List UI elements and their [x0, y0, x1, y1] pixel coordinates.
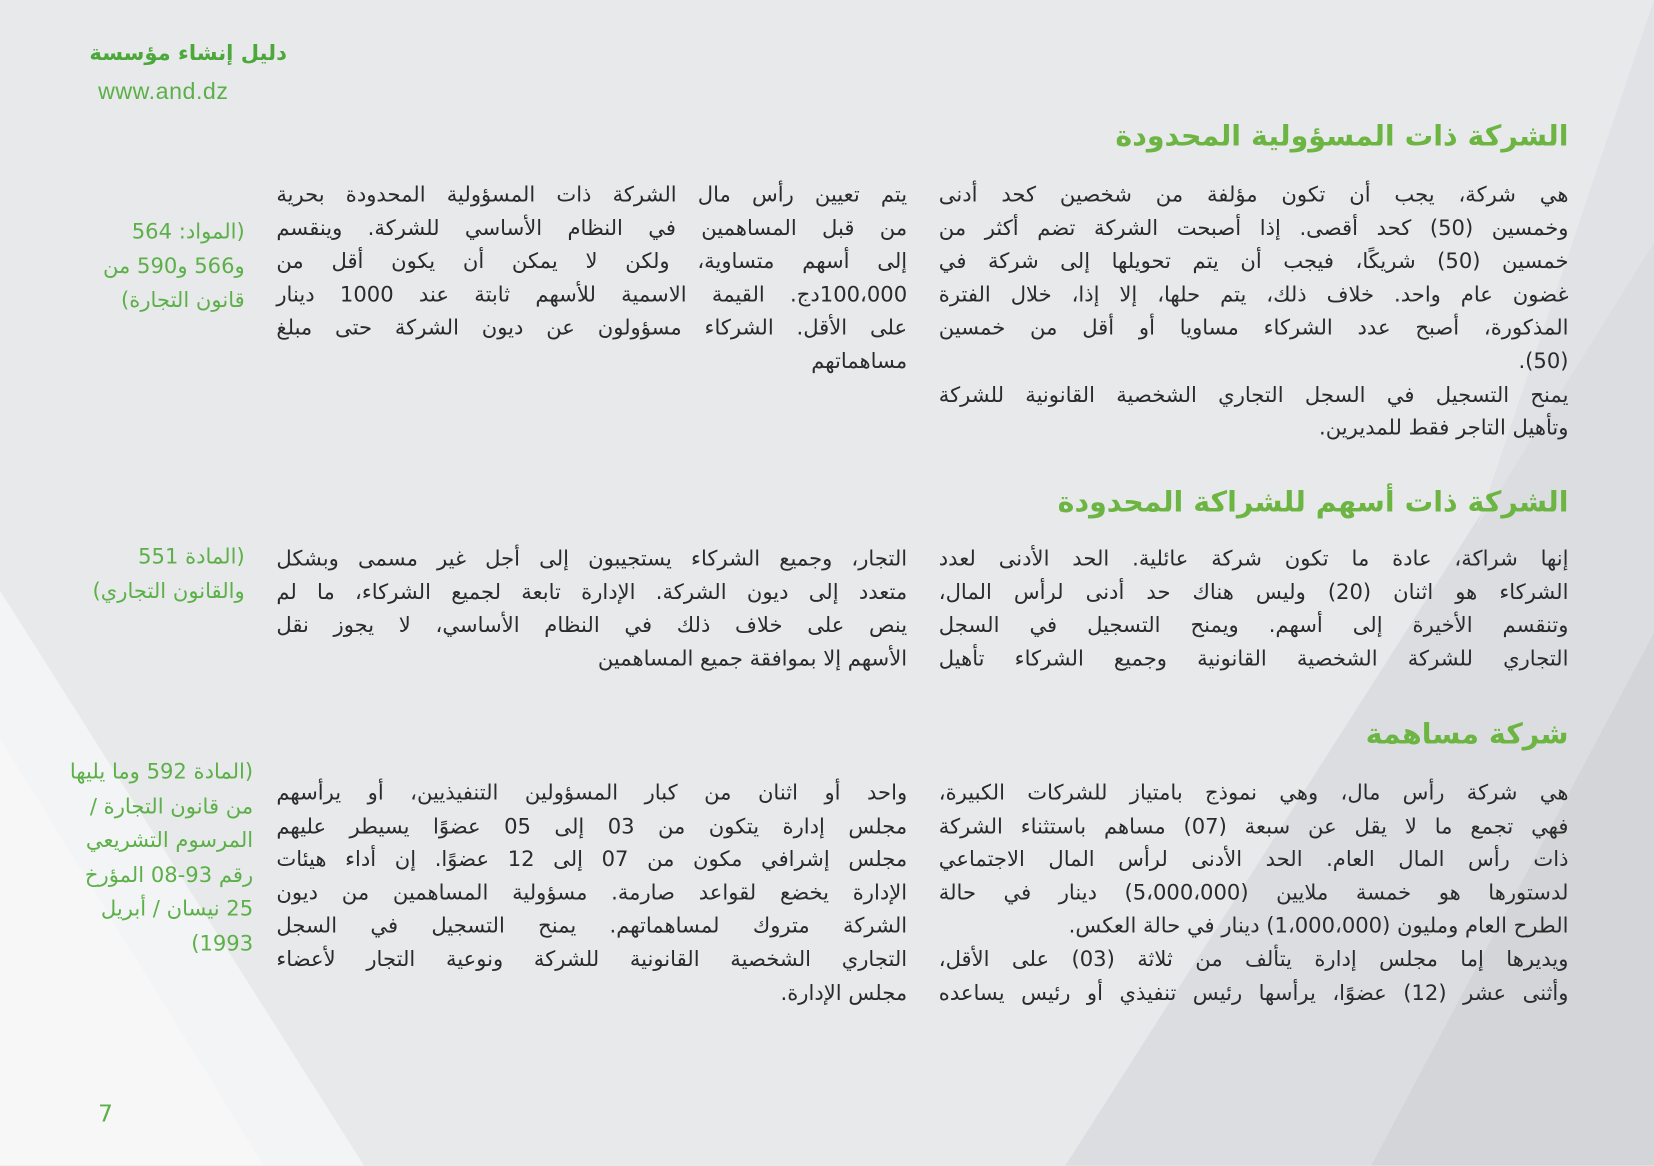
text-line: واحد أو اثنان من كبار المسؤولين التنفيذيين، أو يرأسهم — [276, 779, 908, 805]
partnership-paragraph-right — [939, 542, 1569, 675]
section-heading-partnership: الشركة ذات أسهم للشراكة المحدودة — [1057, 486, 1569, 519]
note-line: 25 نيسان / أبريل — [100, 895, 254, 921]
text-line: من قبل المساهمين في النظام الأساسي للشركة. وينقسم — [276, 214, 908, 241]
text-line: يتم تعيين رأس مال الشركة ذات المسؤولية المحدودة بحرية — [276, 181, 908, 207]
note-line: المرسوم التشريعي — [85, 826, 254, 853]
guide-title: دليل إنشاء مؤسسة — [89, 40, 287, 66]
text-line: الشركة متروك لمساهماتهم. يمنح التسجيل في السجل — [276, 912, 908, 939]
text-line: الإدارة يخضع لقواعد صارمة. مسؤولية المساهمين من ديون — [276, 879, 908, 905]
text-line: التجاري الشخصية القانونية للشركة ونوعية التجار لأعضاء — [276, 946, 908, 972]
note-line: رقم 93-08 المؤرخ — [84, 861, 254, 887]
note-line: (المواد: 564 — [131, 218, 245, 244]
note-line: 1993) — [191, 929, 254, 956]
text-line: التجار، وجميع الشركاء يستجيبون إلى أجل غير مسمى وبشكل — [276, 545, 908, 571]
text-line: مساهماتهم — [811, 348, 908, 374]
text-line: التجاري للشركة الشخصية القانونية وجميع الشركاء تأهيل — [938, 645, 1569, 671]
llc-paragraph-right — [939, 178, 1569, 445]
llc-legal-reference — [103, 214, 245, 317]
text-line: (50). — [1518, 348, 1569, 374]
page-number: 7 — [98, 1101, 113, 1128]
section-heading-llc: الشركة ذات المسؤولية المحدودة — [1115, 120, 1569, 153]
partnership-paragraph-middle — [276, 542, 907, 675]
text-line: الأسهم إلا بموافقة جميع المساهمين — [597, 645, 908, 671]
text-line: ذات رأس المال العام. الحد الأدنى لرأس المال الاجتماعي — [938, 846, 1569, 872]
note-line: والقانون التجاري) — [92, 577, 245, 603]
text-line: هي شركة، يجب أن تكون مؤلفة من شخصين كحد أدنى — [938, 181, 1569, 207]
section-heading-joint-stock: شركة مساهمة — [1365, 718, 1569, 752]
text-line: المذكورة، أصبح عدد الشركاء مساويا أو أقل من خمسين — [938, 314, 1569, 341]
text-line: مجلس الإدارة. — [780, 979, 908, 1005]
text-line: الطرح العام ومليون (1،000،000) دينار في حالة العكس. — [1068, 912, 1569, 939]
text-line: متعدد إلى ديون الشركة. الإدارة تابعة لجميع الشركاء، ما لم — [276, 578, 908, 604]
text-line: مجلس إدارة يتكون من 03 إلى 05 عضوًا يسيطر عليهم — [276, 812, 908, 839]
note-line: قانون التجارة) — [121, 286, 245, 313]
text-line: وتنقسم الأخيرة إلى أسهم. ويمنح التسجيل في السجل — [938, 611, 1569, 638]
text-line: 100،000دج. القيمة الاسمية للأسهم ثابتة عند 1000 دينار — [276, 281, 908, 307]
note-line: و566 و590 من — [102, 252, 245, 278]
note-line: من قانون التجارة / — [89, 792, 254, 818]
text-line: يمنح التسجيل في السجل التجاري الشخصية القانونية للشركة — [938, 381, 1569, 407]
text-line: وخمسين (50) كحد أقصى. إذا أصبحت الشركة تضم أكثر من — [938, 214, 1569, 241]
text-line: غضون عام واحد. خلاف ذلك، يتم حلها، إلا إذا، خلال الفترة — [938, 281, 1569, 307]
text-line: على الأقل. الشركاء مسؤولون عن ديون الشركة حتى مبلغ — [276, 314, 908, 341]
text-line: ويديرها إما مجلس إدارة يتألف من ثلاثة (03) على الأقل، — [938, 946, 1569, 972]
text-line: إنها شراكة، عادة ما تكون شركة عائلية. الحد الأدنى لعدد — [938, 545, 1569, 571]
joint-stock-paragraph-right — [939, 776, 1569, 1009]
llc-paragraph-middle — [276, 178, 907, 378]
text-line: هي شركة رأس مال، وهي نموذج بامتياز للشركات الكبيرة، — [938, 779, 1569, 805]
note-line: (المادة 551 — [138, 543, 245, 569]
joint-stock-paragraph-middle — [276, 776, 907, 1009]
text-line: لدستورها هو خمسة ملايين (5،000،000) دينار في حالة — [938, 879, 1569, 905]
partnership-legal-reference — [93, 539, 245, 608]
text-line: خمسين (50) شريكًا، فيجب أن يتم تحويلها إلى شركة في — [938, 248, 1569, 274]
text-line: فهي تجمع ما لا يقل عن سبعة (07) مساهم باستثناء الشركة — [938, 812, 1569, 839]
text-line: ينص على خلاف ذلك في النظام الأساسي، لا يجوز نقل — [276, 611, 908, 638]
text-line: الشركاء هو اثنان (20) وليس هناك حد أدنى لرأس المال، — [938, 578, 1569, 604]
text-line: وتأهيل التاجر فقط للمديرين. — [1319, 414, 1569, 441]
text-line: وأثنى عشر (12) عضوًا، يرأسها رئيس تنفيذي أو رئيس يساعده — [938, 979, 1569, 1005]
text-line: إلى أسهم متساوية، ولكن لا يمكن أن يكون أقل من — [276, 248, 908, 274]
website-link[interactable]: www.and.dz — [98, 78, 229, 105]
text-line: مجلس إشرافي مكون من 07 إلى 12 عضوًا. إن أداء هيئات — [276, 846, 908, 872]
joint-stock-legal-reference — [70, 754, 253, 960]
note-line: (المادة 592 وما يليها — [69, 758, 254, 784]
